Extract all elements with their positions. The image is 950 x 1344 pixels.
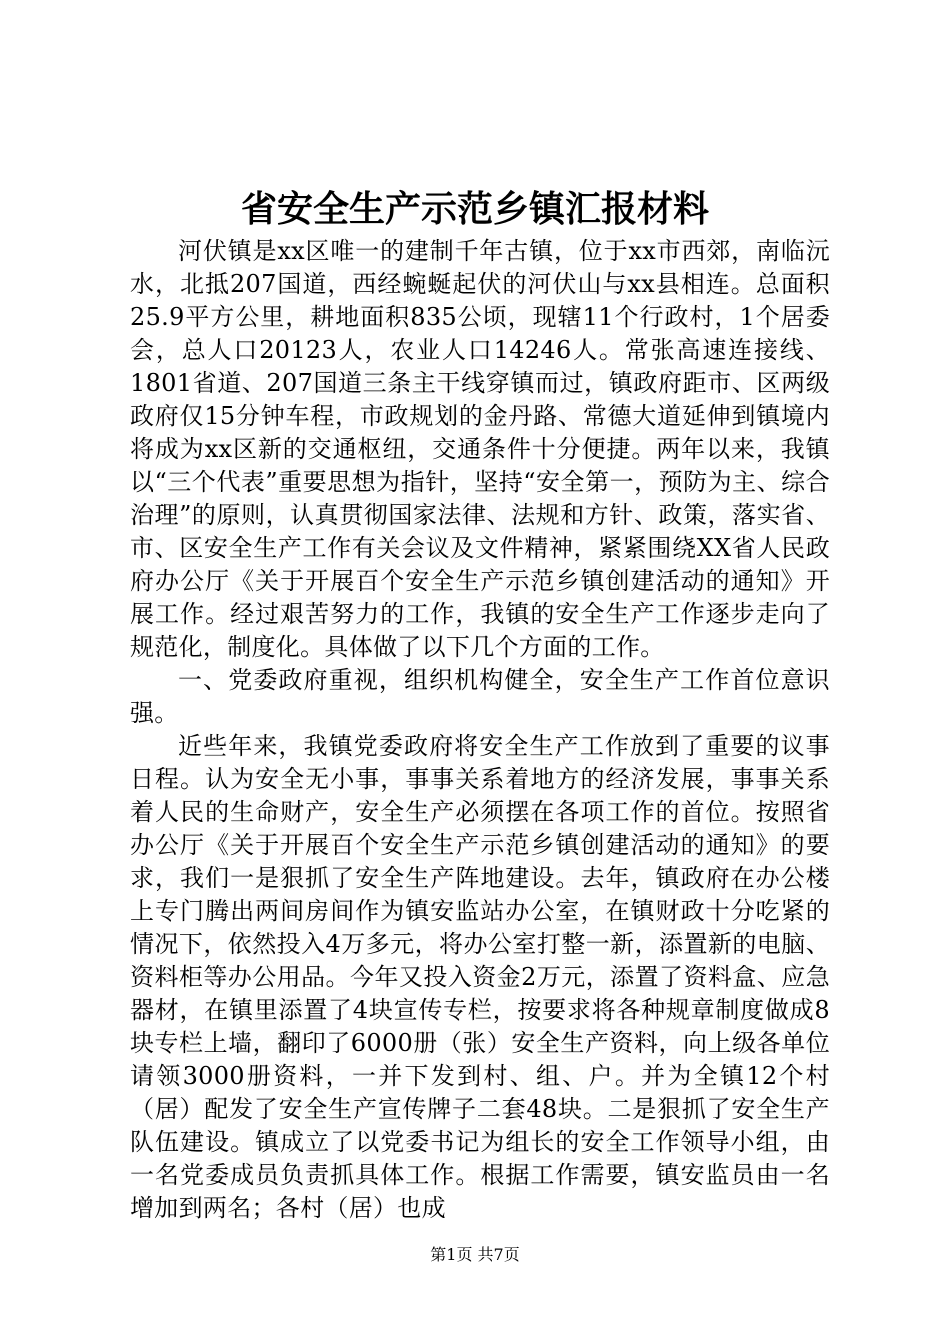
document-body <box>130 235 830 1225</box>
paragraph-section-heading: 一、党委政府重视，组织机构健全，安全生产工作首位意识强。 <box>130 666 830 727</box>
paragraph-section-body: 近些年来，我镇党委政府将安全生产工作放到了重要的议事日程。认为安全无小事，事事关系着地方的经济发展，事事关系着人民的生命财产，安全生产必须摆在各项工作的首位。按照省办公厅《关于开展百个安全生产示范乡镇创建活动的通知》的要求，我们一是狠抓了安全生产阵地建设。去年，镇政府在办公楼上专门腾出两间房间作为镇安监站办公室，在镇财政十分吃紧的情况下，依然投入4万多元，将办公室打整一新，添置新的电脑、资料柜等办公用品。今年又投入资金2万元，添置了资料盒、应急器材，在镇里添置了4块宣传专栏，按要求将各种规章制度做成8块专栏上墙，翻印了6000册（张）安全生产资料，向上级各单位请领3000册资料，一并下发到村、组、户。并为全镇12个村（居）配发了安全生产宣传牌子二套48块。二是狠抓了安全生产队伍建设。镇成立了以党委书记为组长的安全工作领导小组，由一名党委成员负责抓具体工作。根据工作需要，镇安监员由一名增加到两名；各村（居）也成 <box>130 732 830 1222</box>
document-title: 省安全生产示范乡镇汇报材料 <box>240 188 709 230</box>
paragraph-intro: 河伏镇是xx区唯一的建制千年古镇，位于xx市西郊，南临沅水，北抵207国道，西经蜿蜒起伏的河伏山与xx县相连。总面积25.9平方公里，耕地面积835公顷，现辖11个行政村，1个居委会，总人口20123人，农业人口14246人。常张高速连接线、1801省道、207国道三条主干线穿镇而过，镇政府距市、区两级政府仅15分钟车程，市政规划的金丹路、常德大道延伸到镇境内将成为xx区新的交通枢纽，交通条件十分便捷。两年以来，我镇以“三个代表”重要思想为指针，坚持“安全第一，预防为主、综合治理”的原则，认真贯彻国家法律、法规和方针、政策，落实省、市、区安全生产工作有关会议及文件精神，紧紧围绕XX省人民政府办公厅《关于开展百个安全生产示范乡镇创建活动的通知》开展工作。经过艰苦努力的工作，我镇的安全生产工作逐步走向了规范化，制度化。具体做了以下几个方面的工作。 <box>130 237 830 661</box>
page-footer: 第1页 共7页 <box>430 1245 520 1264</box>
